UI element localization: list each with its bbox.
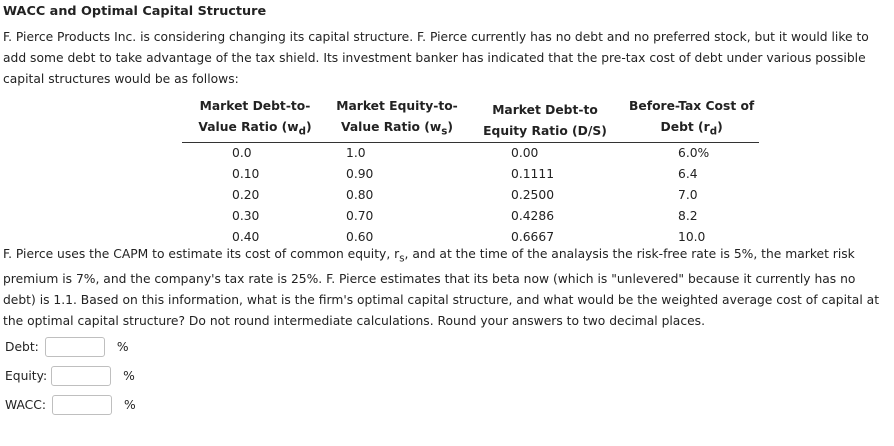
cell-cost-of-debt: 7.0 (678, 188, 698, 203)
table-row (182, 164, 759, 185)
table-row (182, 143, 759, 165)
cell-equity-to-value: 0.90 (346, 167, 374, 182)
table-header-row (182, 96, 759, 143)
capital-structure-table (182, 96, 759, 248)
wacc-input[interactable] (52, 395, 112, 415)
cell-debt-to-equity: 0.00 (511, 146, 539, 161)
table-row (182, 206, 759, 227)
wacc-percent-unit: % (124, 398, 136, 412)
equity-input[interactable] (51, 366, 111, 386)
header-equity-to-value: Market Equity-to- Value Ratio $(w_s)$ (328, 96, 466, 143)
page-title: WACC and Optimal Capital Structure (3, 4, 267, 19)
wacc-label: WACC: (5, 398, 46, 412)
cell-debt-to-equity: 0.6667 (511, 230, 555, 245)
debt-input[interactable] (45, 337, 105, 357)
cell-debt-to-equity: 0.1111 (511, 167, 555, 182)
cell-debt-to-value: 0.40 (232, 230, 260, 245)
intro-paragraph: F. Pierce Products Inc. is considering changing its capital structure. F. Pierce currently has no debt and no preferred stock, but it would like to add some debt to take advantage of the tax shield. Its investment banker has indicated that the pre-tax cost of debt under various possible capital structures would be as follows: (3, 30, 869, 86)
debt-label: Debt: (5, 340, 39, 354)
cell-debt-to-value: 0.0 (232, 146, 252, 161)
cell-cost-of-debt: 10.0 (678, 230, 706, 245)
cell-cost-of-debt: 8.2 (678, 209, 698, 224)
answer-row-debt (5, 335, 129, 359)
answer-row-wacc (5, 393, 136, 417)
equity-label: Equity: (5, 369, 48, 383)
cell-debt-to-equity: 0.2500 (511, 188, 555, 203)
cell-debt-to-value: 0.30 (232, 209, 260, 224)
debt-percent-unit: % (116, 340, 129, 354)
cell-equity-to-value: 1.0 (346, 146, 366, 161)
cell-debt-to-value: 0.10 (232, 167, 260, 182)
question-paragraph: F. Pierce uses the CAPM to estimate its cost of common equity, $r_s$, and at the time of the analaysis the risk-free rate is 5%, the market risk premium is 7%, and the company's tax rate is 25%. F. Pierce estimates that its beta now (which is "unlevered" because it currently has no debt) is 1.1. Based on this information, what is the firm's optimal capital structure, and what would be the weighted average cost of capital at the optimal capital structure? Do not round intermediate calculations. Round your answers to two decimal places. (3, 247, 880, 329)
table-row (182, 185, 759, 206)
cell-debt-to-value: 0.20 (232, 188, 260, 203)
header-debt-to-value: Market Debt-to- Value Ratio $(w_d)$ (182, 96, 328, 143)
cell-cost-of-debt: 6.0% (678, 146, 710, 161)
cell-equity-to-value: 0.80 (346, 188, 374, 203)
cell-cost-of-debt: 6.4 (678, 167, 698, 182)
cell-equity-to-value: 0.60 (346, 230, 374, 245)
answer-row-equity (5, 364, 135, 388)
cell-debt-to-equity: 0.4286 (511, 209, 555, 224)
equity-percent-unit: % (123, 369, 135, 383)
cell-equity-to-value: 0.70 (346, 209, 374, 224)
header-cost-of-debt: Before-Tax Cost of Debt $(r_d)$ (624, 96, 759, 143)
header-debt-to-equity: Market Debt-to Equity Ratio (D/S) (466, 96, 624, 143)
